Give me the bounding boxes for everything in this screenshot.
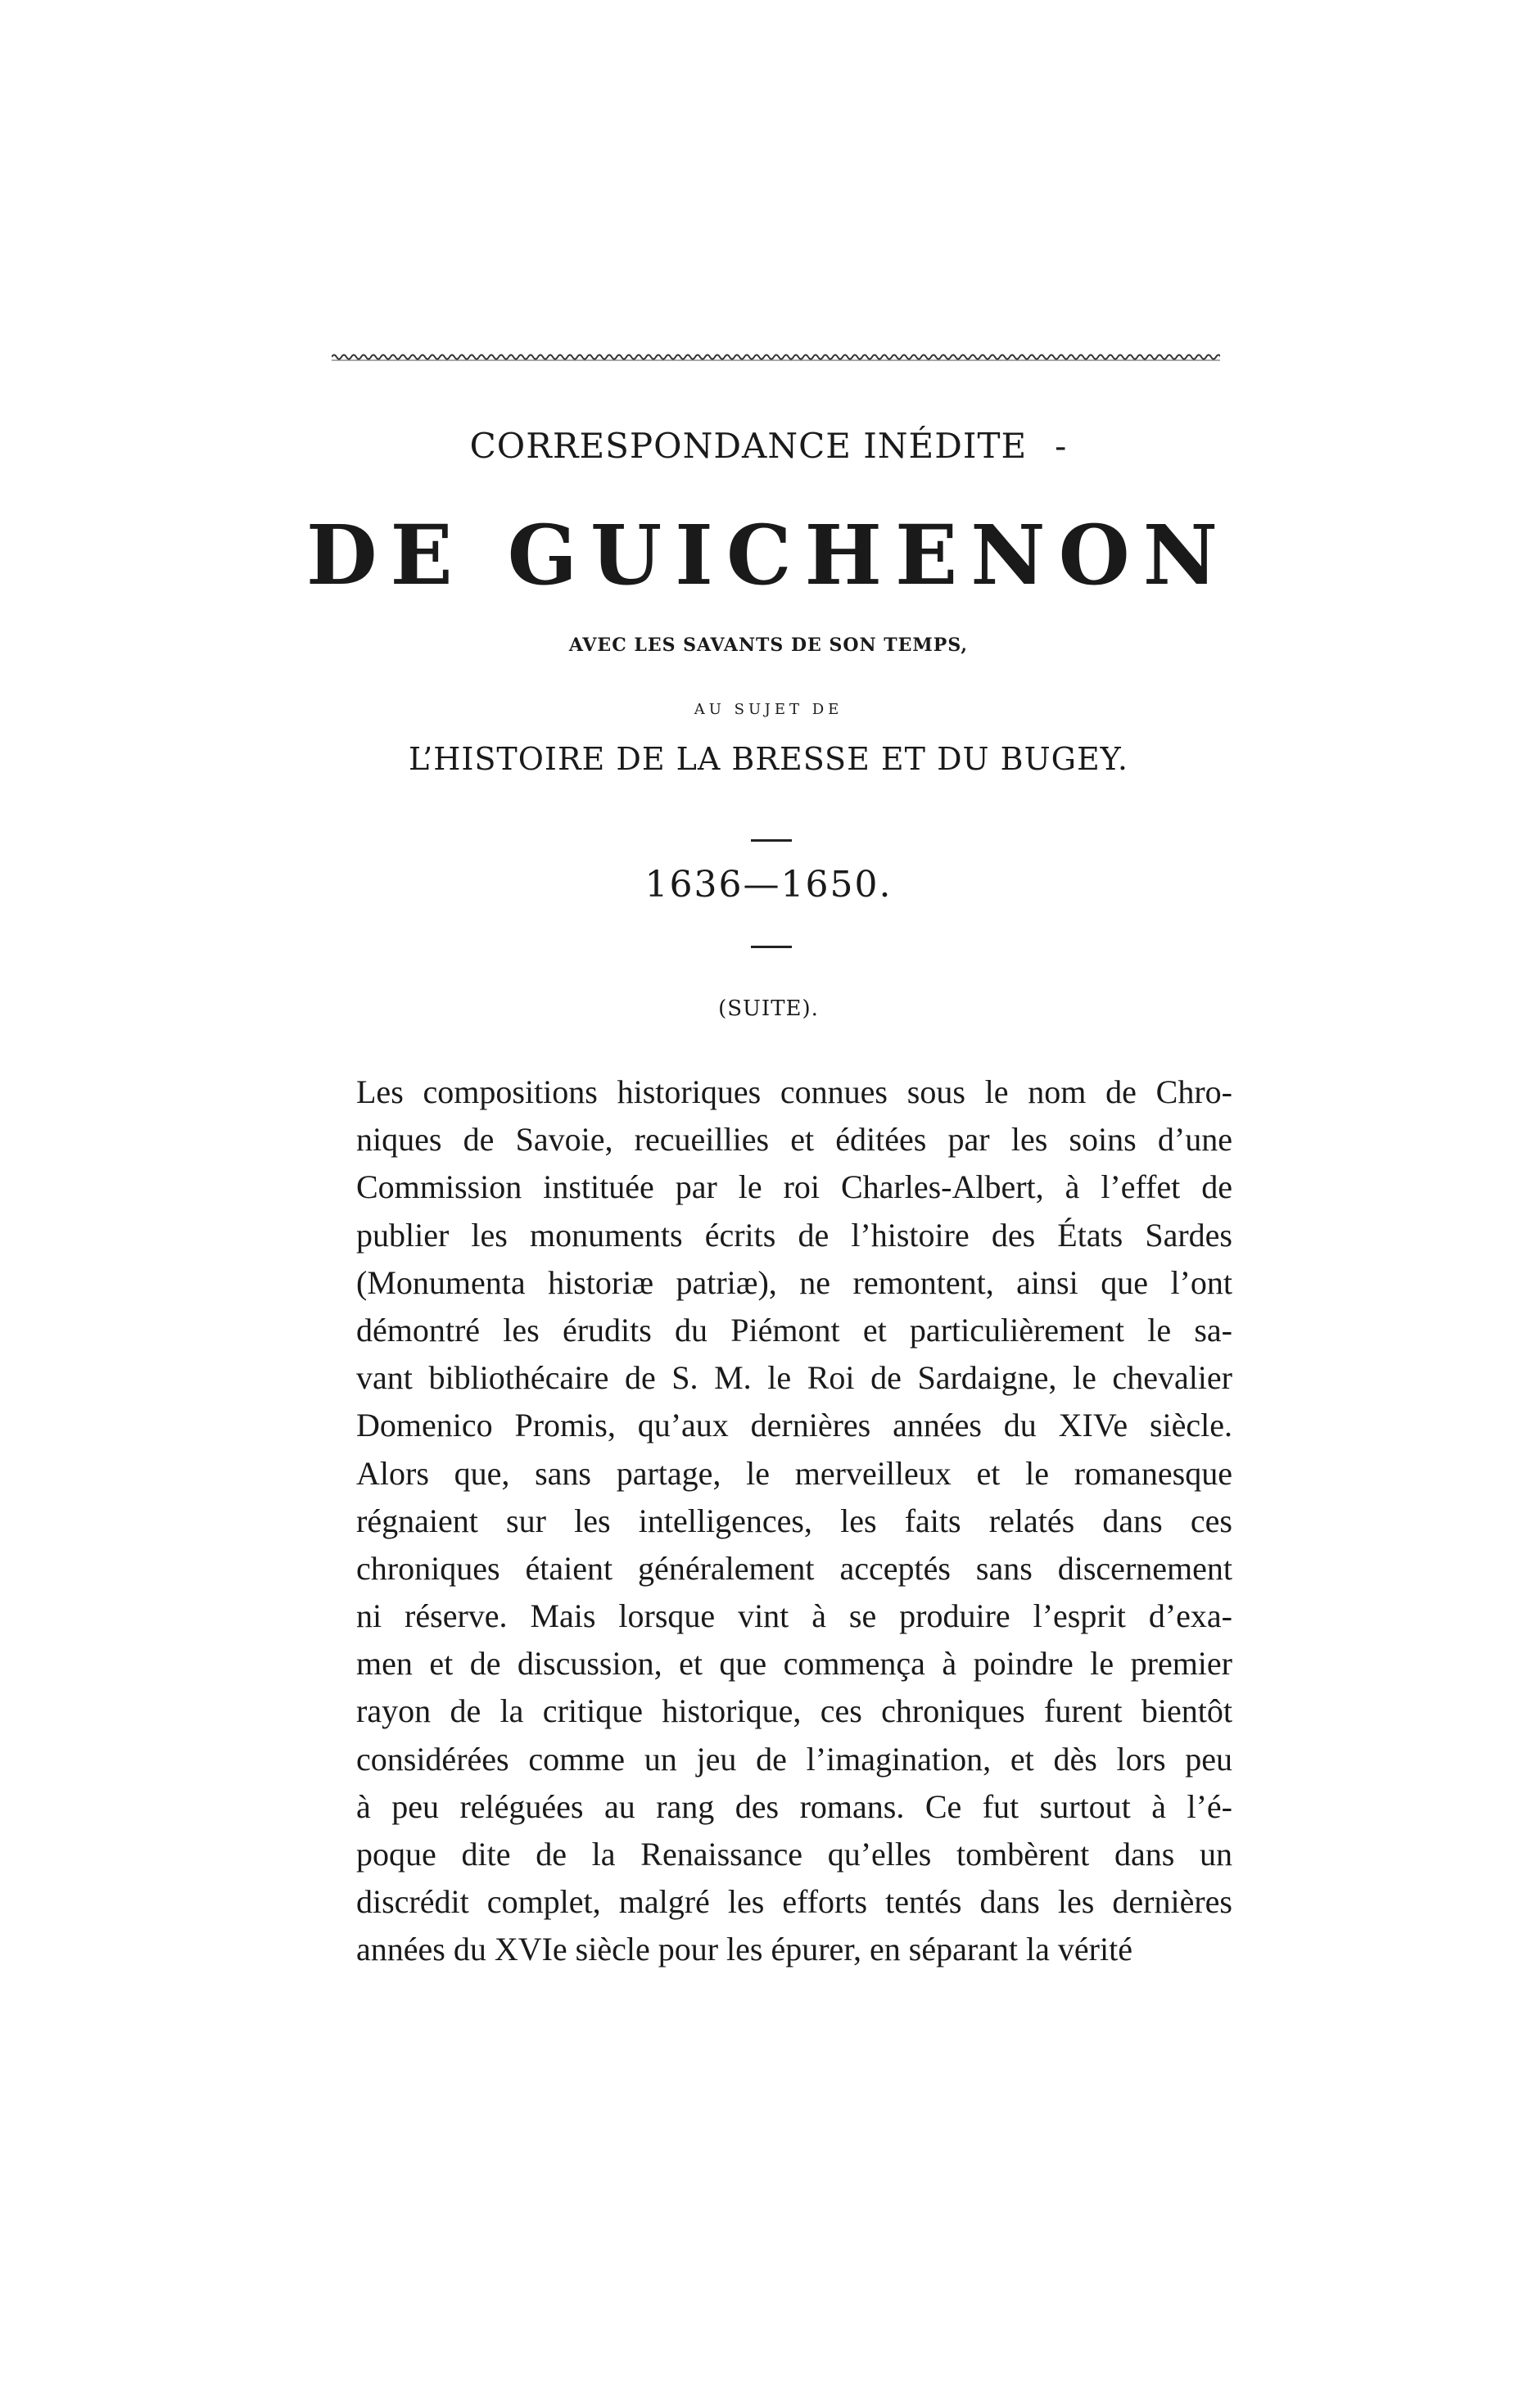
body-line: Domenico Promis, qu’aux dernières années du XIVe siècle.: [356, 1407, 1232, 1444]
body-line: discrédit complet, malgré les efforts tentés dans les dernières: [356, 1883, 1232, 1921]
suite-label: (SUITE).: [718, 996, 819, 1021]
title-line-correspondance: [0, 426, 1537, 466]
subtitle-savants: AVEC LES SAVANTS DE SON TEMPS,: [568, 635, 969, 656]
body-line: (Monumenta historiæ patriæ), ne remontent, ainsi que l’ont: [356, 1263, 1232, 1301]
body-line: Alors que, sans partage, le merveilleux et le romanesque: [356, 1454, 1232, 1492]
body-paragraph: [356, 1068, 1232, 1974]
body-line: démontré les érudits du Piémont et particulièrement le sa-: [356, 1311, 1232, 1349]
body-line: considérées comme un jeu de l’imagination, et dès lors peu: [356, 1740, 1232, 1778]
body-line: années du XVIe siècle pour les épurer, en séparant la vérité: [356, 1931, 1132, 1968]
subtitle-histoire: L’HISTOIRE DE LA BRESSE ET DU BUGEY.: [409, 741, 1128, 777]
body-line: Commission instituée par le roi Charles-Albert, à l’effet de: [356, 1168, 1232, 1206]
body-line: à peu reléguées au rang des romans. Ce fut surtout à l’é-: [356, 1787, 1232, 1825]
body-line: rayon de la critique historique, ces chroniques furent bientôt: [356, 1692, 1232, 1730]
body-line: Les compositions historiques connues sous le nom de Chro-: [356, 1073, 1232, 1110]
separator-dash-top: [751, 839, 792, 842]
body-line: chroniques étaient généralement acceptés sans discernement: [356, 1549, 1232, 1587]
stray-mark: -: [1055, 426, 1068, 466]
wavy-rule-ornament: [332, 350, 1220, 364]
wavy-rule-icon: [332, 350, 1220, 364]
body-line: men et de discussion, et que commença à poindre le premier: [356, 1645, 1232, 1683]
main-title: DE GUICHENON: [305, 507, 1232, 603]
date-range: 1636—1650.: [644, 864, 893, 906]
body-line: ni réserve. Mais lorsque vint à se produire l’esprit d’exa-: [356, 1597, 1232, 1635]
subtitle-sujet: AU SUJET DE: [694, 701, 843, 718]
body-line: poque dite de la Renaissance qu’elles tombèrent dans un: [356, 1836, 1232, 1873]
body-line: vant bibliothécaire de S. M. le Roi de Sardaigne, le chevalier: [356, 1359, 1232, 1397]
body-line: régnaient sur les intelligences, les faits relatés dans ces: [356, 1502, 1232, 1539]
body-line: niques de Savoie, recueillies et éditées par les soins d’une: [356, 1121, 1232, 1159]
body-line: publier les monuments écrits de l’histoire des États Sardes: [356, 1216, 1232, 1254]
separator-dash-bottom: [751, 946, 792, 948]
title-correspondance-text: CORRESPONDANCE INÉDITE: [469, 426, 1028, 466]
